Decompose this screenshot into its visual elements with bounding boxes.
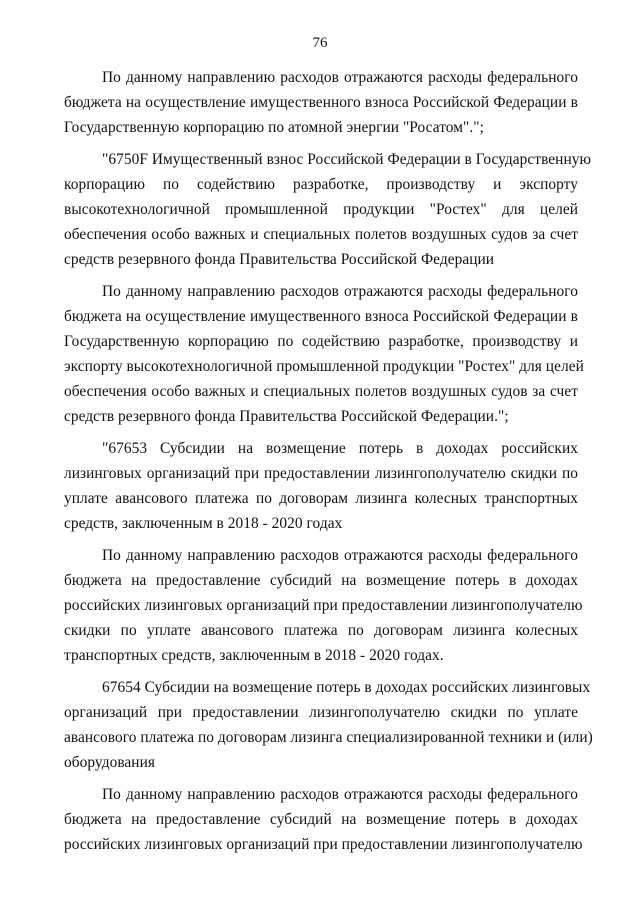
text-line: средств резервного фонда Правительства Российской Федерации bbox=[64, 251, 495, 268]
text-line: российских лизинговых организаций при предоставлении лизингополучателю bbox=[64, 836, 583, 853]
text-line: Государственную корпорацию по атомной энергии "Росатом"."; bbox=[64, 119, 484, 136]
text-line: организаций при предоставлении лизингополучателю скидки по уплате bbox=[64, 704, 578, 721]
text-line: бюджета на предоставление субсидий на возмещение потерь в доходах bbox=[64, 572, 578, 589]
text-line: российских лизинговых организаций при предоставлении лизингополучателю bbox=[64, 597, 583, 614]
text-line: уплате авансового платежа по договорам лизинга колесных транспортных bbox=[64, 490, 578, 507]
text-line: скидки по уплате авансового платежа по договорам лизинга колесных bbox=[64, 622, 578, 639]
text-line: обеспечения особо важных и специальных полетов воздушных судов за счет bbox=[64, 226, 578, 243]
text-line: транспортных средств, заключенным в 2018 - 2020 годах. bbox=[64, 647, 444, 664]
text-line: средств, заключенным в 2018 - 2020 годах bbox=[64, 515, 343, 532]
text-line: экспорту высокотехнологичной промышленной продукции "Ростех" для целей bbox=[64, 358, 584, 375]
page-number: 76 bbox=[312, 35, 328, 51]
text-line: По данному направлению расходов отражаются расходы федерального bbox=[102, 547, 578, 564]
text-line: корпорацию по содействию разработке, производству и экспорту bbox=[64, 176, 578, 193]
text-line: По данному направлению расходов отражаются расходы федерального bbox=[102, 283, 578, 300]
text-line: 67654 Субсидии на возмещение потерь в доходах российских лизинговых bbox=[102, 679, 591, 696]
text-line: средств резервного фонда Правительства Российской Федерации."; bbox=[64, 408, 509, 425]
text-line: бюджета на осуществление имущественного взноса Российской Федерации в bbox=[64, 94, 578, 111]
text-line: Государственную корпорацию по содействию разработке, производству и bbox=[64, 333, 578, 350]
text-line: бюджета на осуществление имущественного взноса Российской Федерации в bbox=[64, 308, 578, 325]
text-line: лизинговых организаций при предоставлении лизингополучателю скидки по bbox=[64, 465, 578, 482]
text-line: бюджета на предоставление субсидий на возмещение потерь в доходах bbox=[64, 811, 578, 828]
text-line: "6750F Имущественный взнос Российской Федерации в Государственную bbox=[102, 151, 592, 168]
text-line: высокотехнологичной промышленной продукции "Ростех" для целей bbox=[64, 201, 578, 218]
text-line: обеспечения особо важных и специальных полетов воздушных судов за счет bbox=[64, 383, 578, 400]
text-line: авансового платежа по договорам лизинга специализированной техники и (или) bbox=[64, 729, 593, 746]
text-line: "67653 Субсидии на возмещение потерь в доходах российских bbox=[102, 440, 578, 457]
text-line: По данному направлению расходов отражаются расходы федерального bbox=[102, 786, 578, 803]
text-line: оборудования bbox=[64, 754, 156, 771]
text-line: По данному направлению расходов отражаются расходы федерального bbox=[102, 69, 578, 86]
